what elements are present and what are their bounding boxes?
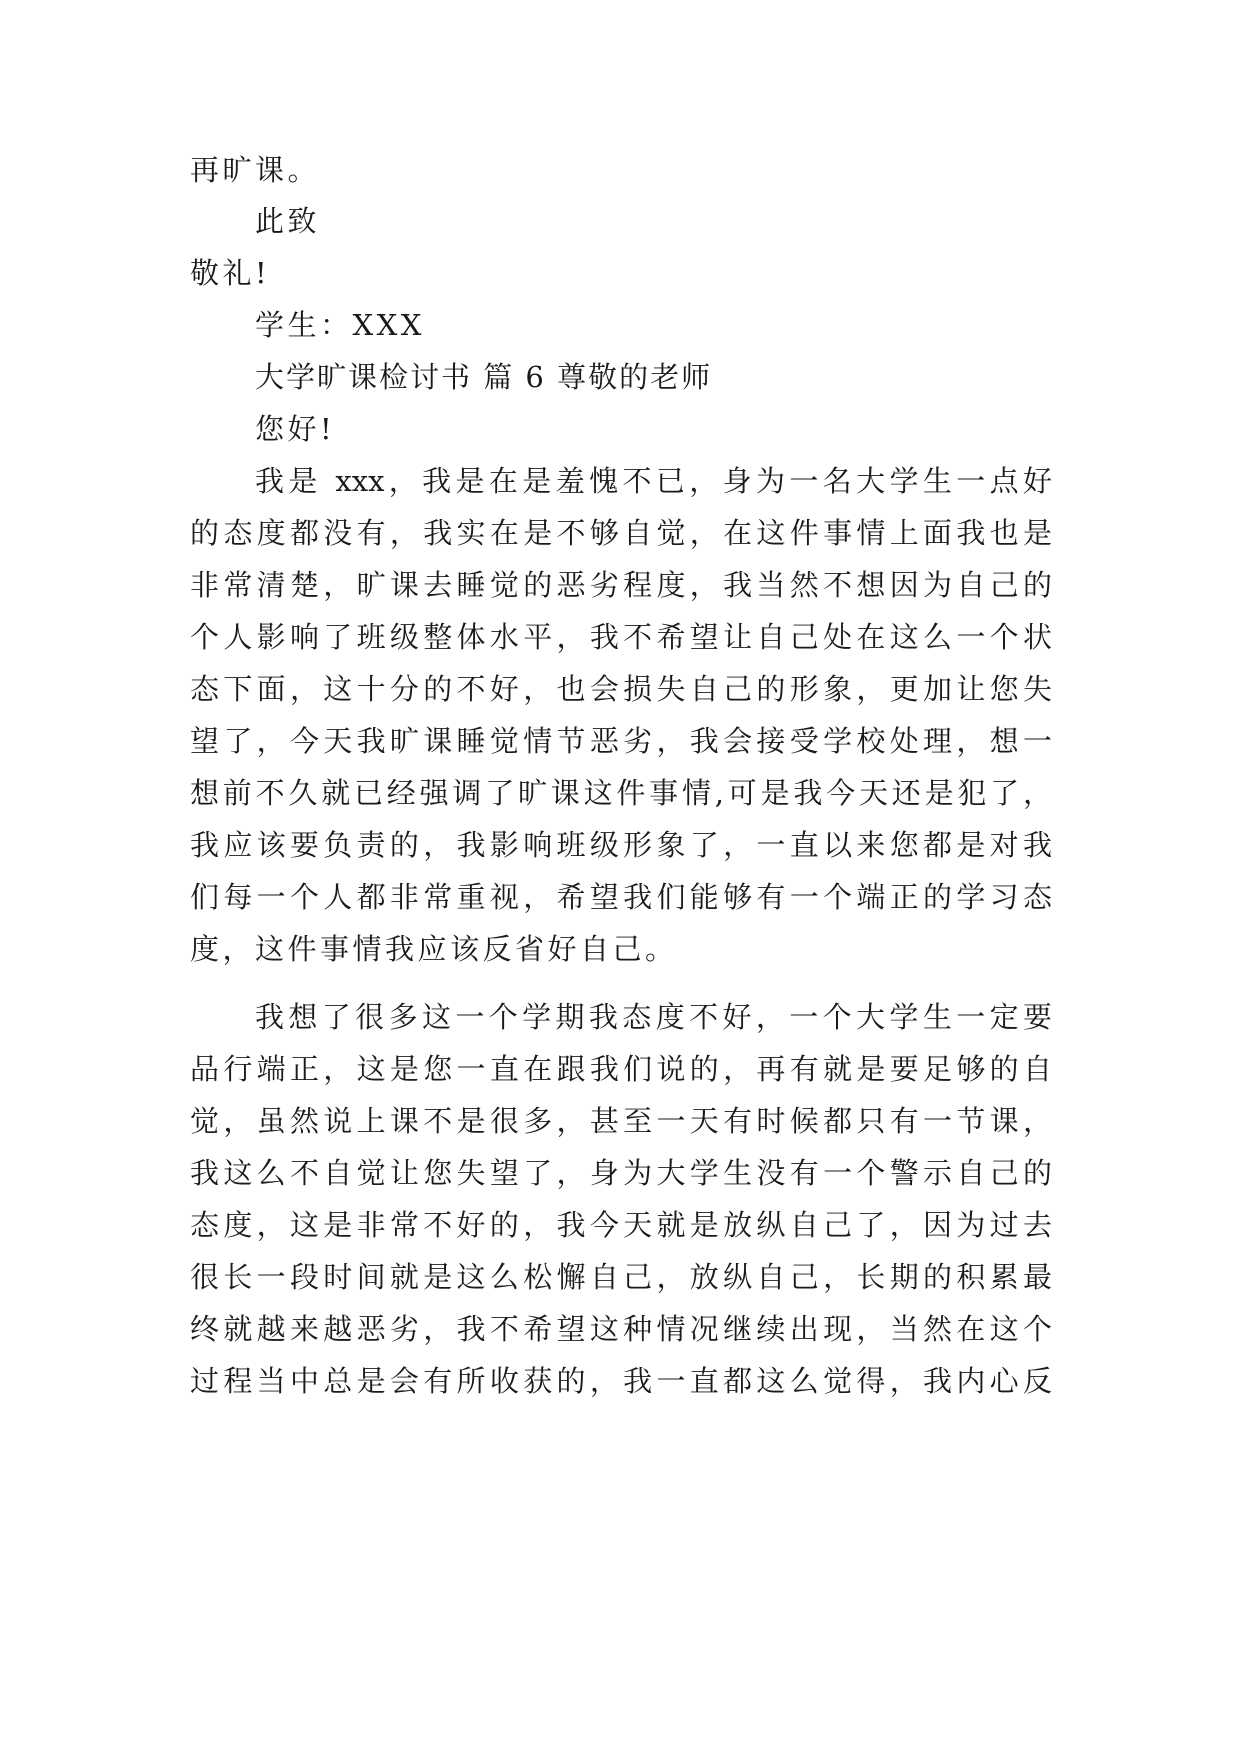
- continuation-line: 再旷课。: [190, 153, 321, 187]
- signature-line: 学生：XXX: [255, 308, 425, 342]
- paragraph1-line: 我应该要负责的，我影响班级形象了，一直以来您都是对我: [190, 828, 1052, 862]
- greeting-line: 您好!: [255, 412, 336, 446]
- paragraph2-line: 终就越来越恶劣，我不希望这种情况继续出现，当然在这个: [190, 1312, 1052, 1346]
- paragraph1-line: 们每一个人都非常重视，希望我们能够有一个端正的学习态: [190, 880, 1052, 914]
- salute-line: 敬礼!: [190, 256, 271, 290]
- paragraph2-line: 品行端正，这是您一直在跟我们说的，再有就是要足够的自: [190, 1052, 1052, 1086]
- paragraph1-line: 想前不久就已经强调了旷课这件事情,可是我今天还是犯了，: [190, 776, 1052, 810]
- paragraph2-line: 态度，这是非常不好的，我今天就是放纵自己了，因为过去: [190, 1208, 1052, 1242]
- paragraph1-line: 度，这件事情我应该反省好自己。: [190, 932, 678, 966]
- paragraph2-line: 过程当中总是会有所收获的，我一直都这么觉得，我内心反: [190, 1364, 1052, 1398]
- closing-line: 此致: [255, 204, 321, 238]
- section-heading: 大学旷课检讨书 篇 6 尊敬的老师: [255, 360, 713, 394]
- paragraph1-line: 我是 xxx，我是在是羞愧不已，身为一名大学生一点好: [255, 464, 1052, 498]
- paragraph2-line: 很长一段时间就是这么松懈自己，放纵自己，长期的积累最: [190, 1260, 1052, 1294]
- paragraph1-line: 的态度都没有，我实在是不够自觉，在这件事情上面我也是: [190, 516, 1052, 550]
- paragraph1-line: 望了，今天我旷课睡觉情节恶劣，我会接受学校处理，想一: [190, 724, 1052, 758]
- paragraph1-line: 个人影响了班级整体水平，我不希望让自己处在这么一个状: [190, 620, 1052, 654]
- paragraph2-line: 觉，虽然说上课不是很多，甚至一天有时候都只有一节课，: [190, 1104, 1052, 1138]
- paragraph1-line: 非常清楚，旷课去睡觉的恶劣程度，我当然不想因为自己的: [190, 568, 1052, 602]
- paragraph2-line: 我想了很多这一个学期我态度不好，一个大学生一定要: [255, 1000, 1052, 1034]
- paragraph2-line: 我这么不自觉让您失望了，身为大学生没有一个警示自己的: [190, 1156, 1052, 1190]
- paragraph1-line: 态下面，这十分的不好，也会损失自己的形象，更加让您失: [190, 672, 1052, 706]
